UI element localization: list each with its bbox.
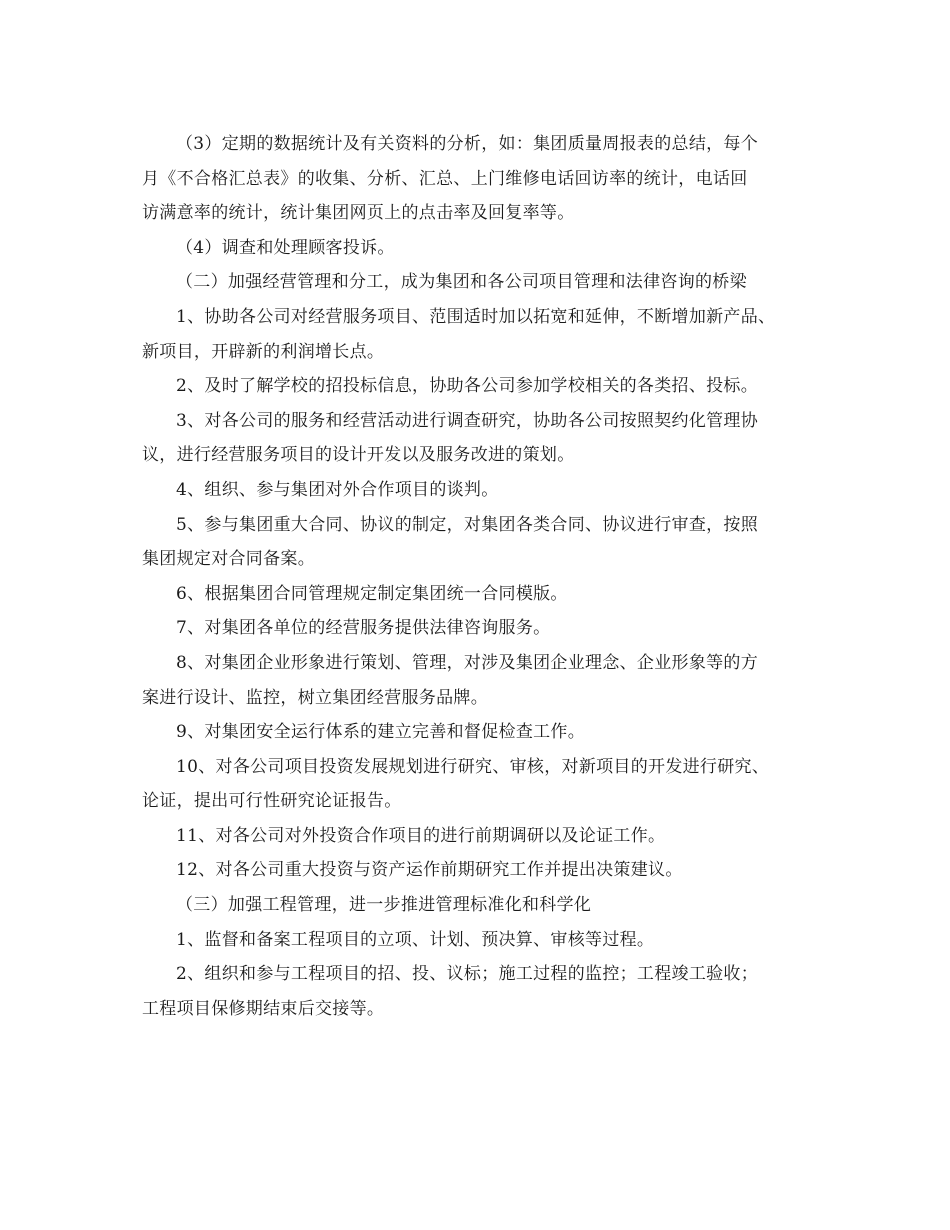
text-line: （3）定期的数据统计及有关资料的分析，如：集团质量周报表的总结，每个 (176, 134, 759, 154)
paragraph-statistics (142, 127, 808, 231)
list-item-12 (142, 853, 808, 888)
text-line: 10、对各公司项目投资发展规划进行研究、审核，对新项目的开发进行研究、 (176, 756, 770, 777)
text-line: 5、参与集团重大合同、协议的制定，对集团各类合同、协议进行审查，按照 (176, 514, 759, 535)
section-heading-engineering-management (142, 888, 808, 923)
text-line: 访满意率的统计，统计集团网页上的点击率及回复率等。 (142, 203, 575, 224)
engineering-item-1 (142, 923, 808, 958)
text-line: 集团规定对合同备案。 (142, 549, 315, 570)
paragraph-complaints (142, 231, 808, 266)
list-item-3 (142, 404, 808, 473)
list-item-5 (142, 508, 808, 577)
engineering-item-2 (142, 957, 808, 1026)
text-line: 月《不合格汇总表》的收集、分析、汇总、上门维修电话回访率的统计，电话回 (142, 168, 748, 189)
document-body (142, 127, 808, 1026)
text-line: （二）加强经营管理和分工，成为集团和各公司项目管理和法律咨询的桥梁 (176, 272, 747, 293)
list-item-4 (142, 473, 808, 508)
list-item-9 (142, 715, 808, 750)
section-heading-business-management (142, 265, 808, 300)
text-line: （4）调查和处理顾客投诉。 (176, 237, 395, 258)
text-line: 1、协助各公司对经营服务项目、范围适时加以拓宽和延伸，不断增加新产品、 (176, 306, 776, 327)
text-line: 3、对各公司的服务和经营活动进行调查研究，协助各公司按照契约化管理协 (176, 410, 759, 431)
list-item-11 (142, 819, 808, 854)
list-item-10 (142, 750, 808, 819)
list-item-2 (142, 369, 808, 404)
text-line: 1、监督和备案工程项目的立项、计划、预决算、审核等过程。 (176, 929, 655, 950)
list-item-8 (142, 646, 808, 715)
text-line: 9、对集团安全运行体系的建立完善和督促检查工作。 (176, 722, 586, 743)
list-item-7 (142, 611, 808, 646)
text-line: 案进行设计、监控，树立集团经营服务品牌。 (142, 687, 488, 708)
text-line: （三）加强工程管理，进一步推进管理标准化和科学化 (176, 895, 592, 916)
text-line: 论证，提出可行性研究论证报告。 (142, 791, 402, 812)
text-line: 新项目，开辟新的利润增长点。 (142, 341, 385, 362)
text-line: 议，进行经营服务项目的设计开发以及服务改进的策划。 (142, 445, 575, 466)
text-line: 12、对各公司重大投资与资产运作前期研究工作并提出决策建议。 (176, 860, 683, 881)
text-line: 工程项目保修期结束后交接等。 (142, 998, 385, 1019)
text-line: 2、组织和参与工程项目的招、投、议标；施工过程的监控；工程竣工验收； (176, 964, 759, 985)
text-line: 6、根据集团合同管理规定制定集团统一合同模版。 (176, 583, 568, 604)
text-line: 7、对集团各单位的经营服务提供法律咨询服务。 (176, 618, 551, 639)
text-line: 2、及时了解学校的招投标信息，协助各公司参加学校相关的各类招、投标。 (176, 376, 759, 397)
text-line: 4、组织、参与集团对外合作项目的谈判。 (176, 479, 499, 500)
list-item-6 (142, 577, 808, 612)
text-line: 11、对各公司对外投资合作项目的进行前期调研以及论证工作。 (176, 825, 666, 846)
text-line: 8、对集团企业形象进行策划、管理，对涉及集团企业理念、企业形象等的方 (176, 652, 759, 673)
list-item-1 (142, 300, 808, 369)
